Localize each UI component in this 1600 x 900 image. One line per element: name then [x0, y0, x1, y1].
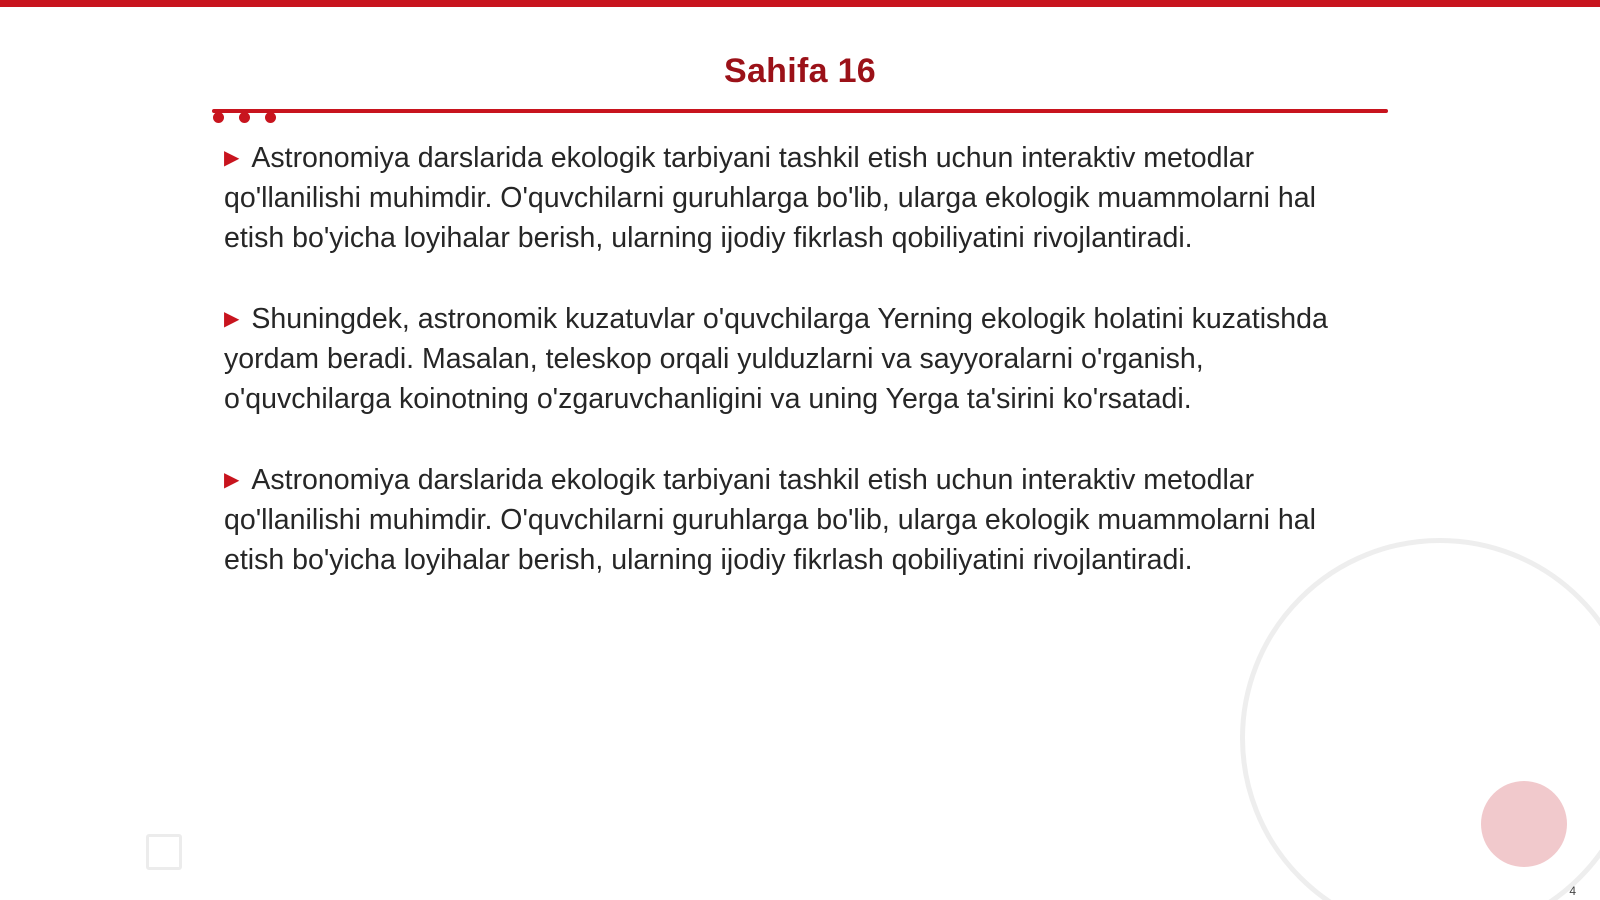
divider-dot [213, 112, 224, 123]
paragraph-text: Astronomiya darslarida ekologik tarbiyani tashkil etish uchun interaktiv metodlar qo'llanilishi muhimdir. O'quvchilarni guruhlarga bo'lib, ularga ekologik muammolarni hal etish bo'yicha loyihalar berish, ularning ijodiy fikrlash qobiliyatini rivojlantiradi. [224, 464, 1316, 576]
paragraph-1 [224, 138, 1374, 258]
paragraph-2 [224, 299, 1374, 419]
divider-dot [265, 112, 276, 123]
triangle-bullet-icon: ▶ [224, 308, 240, 330]
paragraph-text: Astronomiya darslarida ekologik tarbiyani tashkil etish uchun interaktiv metodlar qo'llanilishi muhimdir. O'quvchilarni guruhlarga bo'lib, ularga ekologik muammolarni hal etish bo'yicha loyihalar berish, ularning ijodiy fikrlash qobiliyatini rivojlantiradi. [224, 142, 1316, 254]
content-body [224, 138, 1374, 621]
page-title: Sahifa 16 [724, 52, 876, 90]
triangle-bullet-icon: ▶ [224, 147, 240, 169]
triangle-bullet-icon: ▶ [224, 469, 240, 491]
paragraph-3 [224, 460, 1374, 580]
paragraph-text: Shuningdek, astronomik kuzatuvlar o'quvchilarga Yerning ekologik holatini kuzatishda yordam beradi. Masalan, teleskop orqali yulduzlarni va sayyoralarni o'rganish, o'quvchilarga koinotning o'zgaruvchanligini va uning Yerga ta'sirini ko'rsatadi. [224, 303, 1328, 415]
top-accent-bar [0, 0, 1600, 7]
title-divider [212, 109, 1388, 113]
decorative-pink-circle [1481, 781, 1567, 867]
divider-dot [239, 112, 250, 123]
decorative-square-outline [146, 834, 182, 870]
page-number: 4 [1569, 884, 1576, 898]
